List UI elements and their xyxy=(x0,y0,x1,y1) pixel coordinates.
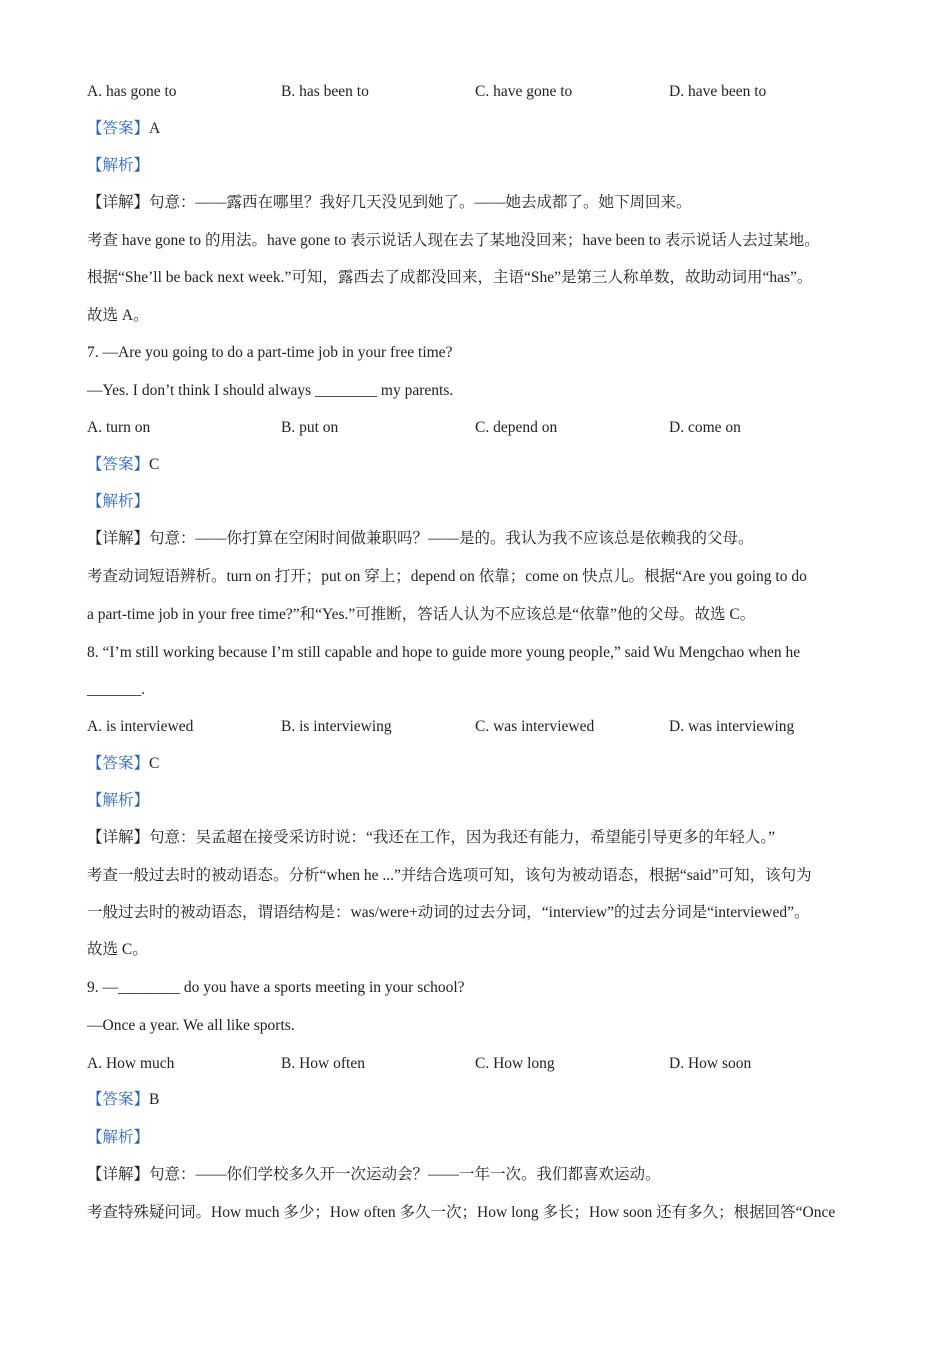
option-d: D. was interviewing xyxy=(669,718,795,735)
q8-explanation-2: 一般过去时的被动语态，谓语结构是：was/were+动词的过去分词，“interview”的过去分词是“interviewed”。 xyxy=(87,904,810,921)
q8-stem-1: 8. “I’m still working because I’m still capable and hope to guide more young people,” said Wu Mengchao when he xyxy=(87,644,801,661)
q9-detail xyxy=(87,1165,877,1185)
detail-tag: 【详解】 xyxy=(87,530,150,547)
detail-text: 句意：吴孟超在接受采访时说：“我还在工作，因为我还有能力，希望能引导更多的年轻人。” xyxy=(149,829,776,846)
q9-stem-2: —Once a year. We all like sports. xyxy=(87,1017,295,1034)
q8-explanation-1: 考查一般过去时的被动语态。分析“when he ...”并结合选项可知，该句为被动语态，根据“said”可知，该句为 xyxy=(87,867,812,884)
q8-analysis-heading xyxy=(87,791,877,811)
q8-detail xyxy=(87,828,877,848)
answer-value: A xyxy=(149,120,161,137)
option-d: D. have been to xyxy=(669,83,767,100)
answer-tag: 【答案】 xyxy=(87,755,150,772)
option-b: B. put on xyxy=(281,419,339,436)
analysis-tag: 【解析】 xyxy=(87,792,150,809)
analysis-tag: 【解析】 xyxy=(87,493,150,510)
detail-tag: 【详解】 xyxy=(87,829,150,846)
option-c: C. depend on xyxy=(475,419,558,436)
q9-stem-1: 9. —________ do you have a sports meeting in your school? xyxy=(87,979,465,996)
option-a: A. turn on xyxy=(87,419,151,436)
q7-analysis-heading xyxy=(87,492,877,512)
option-b: B. has been to xyxy=(281,83,369,100)
option-a: A. How much xyxy=(87,1055,175,1072)
option-c: C. have gone to xyxy=(475,83,573,100)
option-d: D. How soon xyxy=(669,1055,752,1072)
q7-explanation-2: a part-time job in your free time?”和“Yes.”可推断，答话人认为不应该总是“依靠”他的父母。故选 C。 xyxy=(87,606,756,623)
option-d: D. come on xyxy=(669,419,741,436)
option-b: B. is interviewing xyxy=(281,718,392,735)
detail-text: 句意：——露西在哪里？我好几天没见到她了。——她去成都了。她下周回来。 xyxy=(149,194,692,211)
q7-stem-1: 7. —Are you going to do a part-time job in your free time? xyxy=(87,344,453,361)
option-a: A. is interviewed xyxy=(87,718,194,735)
q8-answer xyxy=(87,754,877,774)
q6-analysis-heading xyxy=(87,156,877,176)
q6-explanation-2: 根据“She’ll be back next week.”可知，露西去了成都没回来，主语“She”是第三人称单数，故助动词用“has”。 xyxy=(87,269,813,286)
q6-answer xyxy=(87,119,877,139)
q9-answer xyxy=(87,1090,877,1110)
answer-value: B xyxy=(149,1091,160,1108)
analysis-tag: 【解析】 xyxy=(87,157,150,174)
q6-detail xyxy=(87,193,877,213)
answer-value: C xyxy=(149,456,160,473)
option-b: B. How often xyxy=(281,1055,365,1072)
answer-tag: 【答案】 xyxy=(87,120,150,137)
q7-answer xyxy=(87,455,877,475)
answer-value: C xyxy=(149,755,160,772)
option-a: A. has gone to xyxy=(87,83,177,100)
detail-text: 句意：——你们学校多久开一次运动会？——一年一次。我们都喜欢运动。 xyxy=(149,1166,661,1183)
option-c: C. How long xyxy=(475,1055,555,1072)
q9-explanation-1: 考查特殊疑问词。How much 多少；How often 多久一次；How long 多长；How soon 还有多久；根据回答“Once xyxy=(87,1204,836,1221)
option-c: C. was interviewed xyxy=(475,718,595,735)
q6-explanation-1: 考查 have gone to 的用法。have gone to 表示说话人现在去了某地没回来；have been to 表示说话人去过某地。 xyxy=(87,232,820,249)
analysis-tag: 【解析】 xyxy=(87,1129,150,1146)
detail-tag: 【详解】 xyxy=(87,194,150,211)
detail-text: 句意：——你打算在空闲时间做兼职吗？——是的。我认为我不应该总是依赖我的父母。 xyxy=(149,530,754,547)
answer-tag: 【答案】 xyxy=(87,456,150,473)
q8-stem-2: _______. xyxy=(87,681,146,698)
q8-explanation-3: 故选 C。 xyxy=(87,941,148,958)
q7-stem-2: —Yes. I don’t think I should always ________ my parents. xyxy=(87,382,454,399)
q9-analysis-heading xyxy=(87,1128,877,1148)
q7-explanation-1: 考查动词短语辨析。turn on 打开；put on 穿上；depend on 依靠；come on 快点儿。根据“Are you going to do xyxy=(87,568,807,585)
detail-tag: 【详解】 xyxy=(87,1166,150,1183)
q7-detail xyxy=(87,529,877,549)
q6-explanation-3: 故选 A。 xyxy=(87,307,149,324)
answer-tag: 【答案】 xyxy=(87,1091,150,1108)
